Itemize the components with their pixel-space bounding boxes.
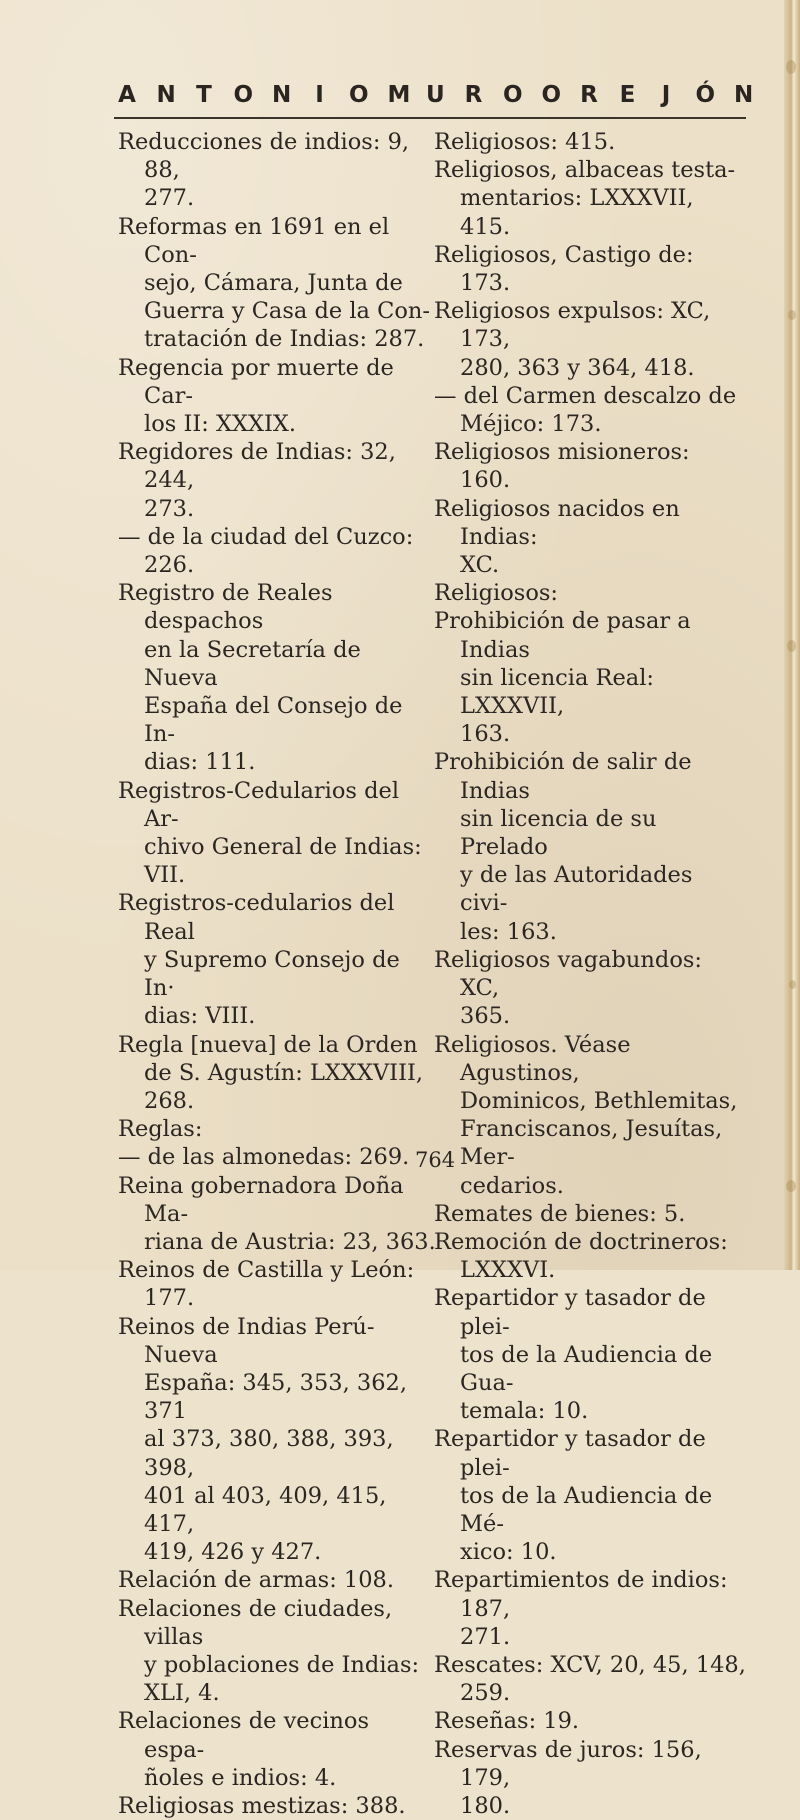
entry-line: dias: 111.: [144, 749, 256, 776]
entry-line: 180.: [460, 1792, 511, 1819]
header-letter: Ó: [695, 82, 716, 108]
entry-line: en la Secretaría de Nueva: [144, 636, 361, 691]
entry-line: los II: XXXIX.: [144, 411, 297, 438]
index-entry: [118, 1172, 436, 1257]
entry-line: sin licencia Real: LXXXVII,: [460, 664, 654, 720]
entry-line: Prohibición de pasar a Indias: [434, 608, 691, 663]
entry-line: Religiosos nacidos en Indias:: [434, 495, 680, 550]
header-letter: N: [156, 82, 176, 108]
entry-line: Reseñas: 19.: [434, 1708, 580, 1735]
entry-line: Repartidor y tasador de plei-: [434, 1426, 706, 1481]
entry-line: 365.: [460, 1003, 511, 1030]
entry-line: y poblaciones de Indias:: [144, 1651, 420, 1678]
entry-line: Remoción de doctrineros:: [434, 1228, 728, 1255]
entry-line: Registros-cedularios del Real: [118, 890, 395, 945]
index-entry: [434, 128, 746, 156]
header-letter: U: [426, 82, 445, 108]
index-entry: [118, 1313, 436, 1567]
entry-line: 177.: [144, 1285, 195, 1312]
entry-line: Reservas de juros: 156, 179,: [434, 1736, 702, 1791]
index-entry: [118, 1115, 436, 1143]
entry-line: 163.: [460, 721, 511, 748]
entry-line: Méjico: 173.: [460, 411, 602, 438]
entry-line: 226.: [144, 552, 195, 579]
entry-line: — del Carmen descalzo de: [434, 382, 737, 409]
index-entry: [118, 213, 436, 354]
index-entry: [118, 438, 436, 523]
entry-line: 280, 363 y 364, 418.: [460, 354, 695, 381]
header-letter: I: [315, 82, 324, 108]
entry-line: riana de Austria: 23, 363.: [144, 1228, 436, 1255]
entry-line: 419, 426 y 427.: [144, 1539, 322, 1566]
entry-line: Guerra y Casa de la Con-: [144, 298, 430, 325]
entry-line: Reducciones de indios: 9, 88,: [118, 129, 410, 184]
index-entry: [434, 495, 746, 580]
entry-line: 401 al 403, 409, 415, 417,: [144, 1482, 387, 1537]
index-entry: [118, 354, 436, 439]
index-entry: [118, 889, 436, 1030]
header-letter: J: [661, 82, 671, 108]
entry-line: 271.: [460, 1623, 511, 1650]
index-entry: [118, 1143, 436, 1171]
entry-line: España del Consejo de In-: [144, 693, 403, 748]
entry-line: cedarios.: [460, 1172, 564, 1199]
header-letter: M: [387, 82, 411, 108]
entry-line: tos de la Audiencia de Gua-: [460, 1341, 713, 1396]
header-letter: A: [118, 82, 136, 108]
entry-line: Reformas en 1691 en el Con-: [118, 213, 390, 268]
index-entry: [118, 1031, 436, 1116]
entry-line: Religiosas mestizas: 388.: [118, 1792, 406, 1819]
index-entry: [434, 607, 746, 748]
header-letter: R: [464, 82, 483, 108]
entry-line: Religiosos:: [434, 580, 559, 607]
entry-line: dias: VIII.: [144, 1003, 256, 1030]
entry-line: 259.: [460, 1680, 511, 1707]
entry-line: ñoles e indios: 4.: [144, 1764, 337, 1791]
running-header: [118, 80, 752, 110]
index-entry: [118, 1792, 436, 1820]
entry-line: Registros-Cedularios del Ar-: [118, 777, 400, 832]
entry-line: Reinos de Castilla y León:: [118, 1257, 415, 1284]
index-entry: [434, 438, 746, 494]
index-entry: [434, 748, 746, 945]
index-entry: [118, 1595, 436, 1708]
index-entry: [434, 1425, 746, 1566]
entry-line: Religiosos, albaceas testa-: [434, 157, 736, 184]
entry-line: Remates de bienes: 5.: [434, 1200, 686, 1227]
entry-line: sin licencia de su Prelado: [460, 805, 657, 861]
entry-line: XLI, 4.: [144, 1680, 220, 1707]
entry-line: mentarios: LXXXVII, 415.: [460, 185, 694, 240]
entry-line: Relación de armas: 108.: [118, 1567, 395, 1594]
entry-line: 277.: [144, 185, 195, 212]
entry-line: y Supremo Consejo de In·: [144, 946, 400, 1002]
index-entry: [118, 579, 436, 776]
index-entry: [434, 1284, 746, 1425]
index-entry: [434, 1736, 746, 1820]
entry-line: Reina gobernadora Doña Ma-: [118, 1172, 404, 1227]
entry-line: temala: 10.: [460, 1398, 589, 1425]
page-edge: [784, 0, 800, 1270]
entry-line: tratación de Indias: 287.: [144, 326, 425, 353]
header-letter: O: [503, 82, 523, 108]
index-entry: [434, 1707, 746, 1735]
index-entry: [434, 1228, 746, 1284]
entry-line: Dominicos, Bethlemitas,: [460, 1087, 738, 1114]
index-entry: [118, 523, 436, 579]
header-letter: T: [196, 82, 212, 108]
index-entry: [434, 946, 746, 1031]
entry-line: Reinos de Indias Perú-Nueva: [118, 1313, 375, 1368]
page-number: 764: [415, 1148, 456, 1172]
entry-line: chivo General de Indias: VII.: [144, 834, 422, 889]
header-letter: O: [233, 82, 254, 108]
entry-line: — de la ciudad del Cuzco:: [118, 523, 414, 550]
entry-line: Religiosos: 415.: [434, 129, 616, 155]
index-entry: [434, 579, 746, 607]
entry-line: Religiosos vagabundos: XC,: [434, 946, 702, 1002]
index-column-right: [434, 128, 746, 1820]
entry-line: de S. Agustín: LXXXVIII,: [144, 1059, 423, 1086]
entry-line: Religiosos. Véase Agustinos,: [434, 1031, 631, 1086]
entry-line: Regidores de Indias: 32, 244,: [118, 439, 396, 494]
entry-line: Rescates: XCV, 20, 45, 148,: [434, 1651, 746, 1678]
entry-line: Relaciones de ciudades, villas: [118, 1595, 393, 1650]
entry-line: tos de la Audiencia de Mé-: [460, 1482, 713, 1537]
header-letter: N: [272, 82, 292, 108]
entry-line: 268.: [144, 1087, 195, 1114]
entry-line: Registro de Reales despachos: [118, 580, 333, 635]
index-entry: [434, 1651, 746, 1707]
entry-line: Relaciones de vecinos espa-: [118, 1708, 369, 1763]
entry-line: España: 345, 353, 362, 371: [144, 1369, 408, 1425]
header-letter: O: [349, 82, 369, 108]
index-entry: [118, 128, 436, 213]
entry-line: 273.: [144, 495, 195, 522]
index-entry: [434, 382, 746, 438]
entry-line: Regencia por muerte de Car-: [118, 354, 394, 409]
entry-line: Religiosos, Castigo de: 173.: [434, 241, 694, 297]
index-entry: [434, 297, 746, 382]
entry-line: Repartidor y tasador de plei-: [434, 1285, 706, 1340]
index-entry: [434, 1031, 746, 1200]
index-entry: [434, 241, 746, 297]
entry-line: al 373, 380, 388, 393, 398,: [144, 1426, 394, 1481]
index-entry: [118, 1256, 436, 1312]
entry-line: Regla [nueva] de la Orden: [118, 1031, 418, 1058]
entry-line: Religiosos expulsos: XC, 173,: [434, 298, 711, 353]
index-entry: [434, 156, 746, 241]
entry-line: — de las almonedas: 269.: [118, 1144, 410, 1171]
index-entry: [434, 1566, 746, 1651]
header-letter: R: [580, 82, 598, 108]
entry-line: les: 163.: [460, 918, 557, 945]
header-rule: [114, 117, 746, 119]
index-entry: [118, 777, 436, 890]
entry-line: LXXXVI.: [460, 1257, 556, 1284]
entry-line: sejo, Cámara, Junta de: [144, 270, 403, 297]
entry-line: Religiosos misioneros: 160.: [434, 439, 690, 494]
index-entry: [434, 1200, 746, 1228]
entry-line: y de las Autoridades civi-: [460, 862, 693, 917]
index-entry: [118, 1566, 436, 1594]
entry-line: Reglas:: [118, 1116, 203, 1143]
index-entry: [118, 1707, 436, 1792]
entry-line: Repartimientos de indios: 187,: [434, 1567, 728, 1622]
header-letter: N: [734, 82, 754, 108]
entry-line: Prohibición de salir de Indias: [434, 749, 692, 804]
entry-line: Franciscanos, Jesuítas, Mer-: [460, 1116, 723, 1171]
index-column-left: [118, 128, 436, 1820]
header-letter: O: [541, 82, 562, 108]
header-letter: E: [619, 82, 636, 108]
entry-line: xico: 10.: [460, 1539, 557, 1566]
entry-line: XC.: [460, 552, 500, 579]
